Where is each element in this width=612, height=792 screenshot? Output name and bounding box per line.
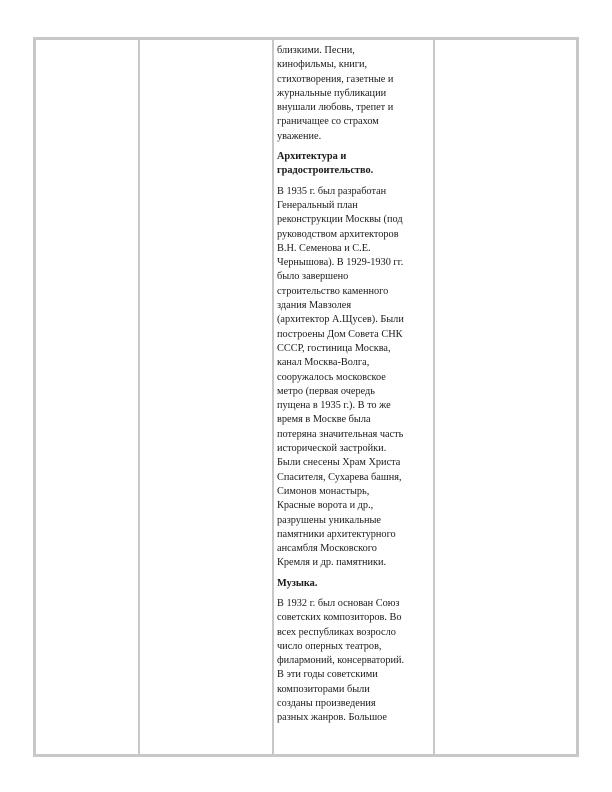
text-line: стихотворения, газетные и — [277, 73, 394, 85]
text-line: композиторами были — [277, 683, 370, 695]
text-line: памятники архитектурного — [277, 528, 396, 540]
text-line: Симонов монастырь, — [277, 485, 370, 497]
text-line: близкими. Песни, — [277, 45, 355, 56]
text-line: здания Мавзолея — [277, 300, 352, 312]
text-line: канал Москва-Волга, — [277, 357, 370, 369]
text-line: Архитектура и — [277, 151, 347, 163]
text-line: журнальные публикации — [277, 87, 387, 99]
text-line: В 1932 г. был основан Союз — [277, 597, 400, 609]
table-cell-text — [277, 44, 429, 752]
text-line: градостроительство. — [277, 165, 374, 177]
section-heading — [277, 150, 429, 179]
column-divider-2 — [272, 40, 274, 754]
text-line: ансамбля Московского — [277, 543, 377, 555]
text-line: исторической застройки. — [277, 443, 387, 455]
text-line: Чернышова). В 1929-1930 гг. — [277, 257, 404, 269]
text-line: разных жанров. Большое — [277, 712, 387, 724]
text-line: потеряна значительная часть — [277, 428, 404, 440]
text-line: Спасителя, Сухарева башня, — [277, 471, 402, 483]
text-line: метро (первая очередь — [277, 385, 375, 397]
text-line: созданы произведения — [277, 698, 376, 710]
text-line: число оперных театров, — [277, 640, 382, 652]
text-line: построены Дом Совета СНК — [277, 328, 403, 340]
text-line: пущена в 1935 г.). В то же — [277, 400, 391, 412]
text-line: уважение. — [277, 130, 322, 142]
text-line: Красные ворота и др., — [277, 500, 374, 512]
text-line: время в Москве была — [277, 414, 371, 426]
text-paragraph — [277, 185, 429, 571]
text-line: (архитектор А.Щусев). Были — [277, 314, 404, 326]
text-line: Музыка. — [277, 577, 318, 589]
text-line: разрушены уникальные — [277, 514, 381, 526]
text-line: СССР, гостиница Москва, — [277, 342, 391, 354]
text-line: В 1935 г. был разработан — [277, 185, 387, 197]
text-line: В.Н. Семенова и С.Е. — [277, 242, 371, 254]
text-line: Кремля и др. памятники. — [277, 557, 387, 569]
column-divider-3 — [433, 40, 435, 754]
text-line: реконструкции Москвы (под — [277, 214, 403, 226]
text-line: филармоний, консерваторий. — [277, 655, 405, 667]
text-line: советских композиторов. Во — [277, 612, 402, 624]
text-line: кинофильмы, книги, — [277, 59, 368, 71]
text-line: Генеральный план — [277, 199, 358, 211]
text-line: руководством архитекторов — [277, 228, 399, 240]
text-paragraph — [277, 44, 429, 144]
document-table — [33, 37, 579, 757]
text-line: всех республиках возросло — [277, 626, 396, 638]
text-line: внушали любовь, трепет и — [277, 102, 394, 114]
text-line: граничащее со страхом — [277, 116, 379, 128]
text-line: строительство каменного — [277, 285, 389, 297]
text-line: было завершено — [277, 271, 349, 283]
text-line: Были снесены Храм Христа — [277, 457, 401, 469]
section-heading — [277, 577, 429, 591]
text-line: В эти годы советскими — [277, 669, 378, 681]
column-divider-1 — [138, 40, 140, 754]
text-paragraph — [277, 597, 429, 726]
text-line: сооружалось московское — [277, 371, 386, 383]
